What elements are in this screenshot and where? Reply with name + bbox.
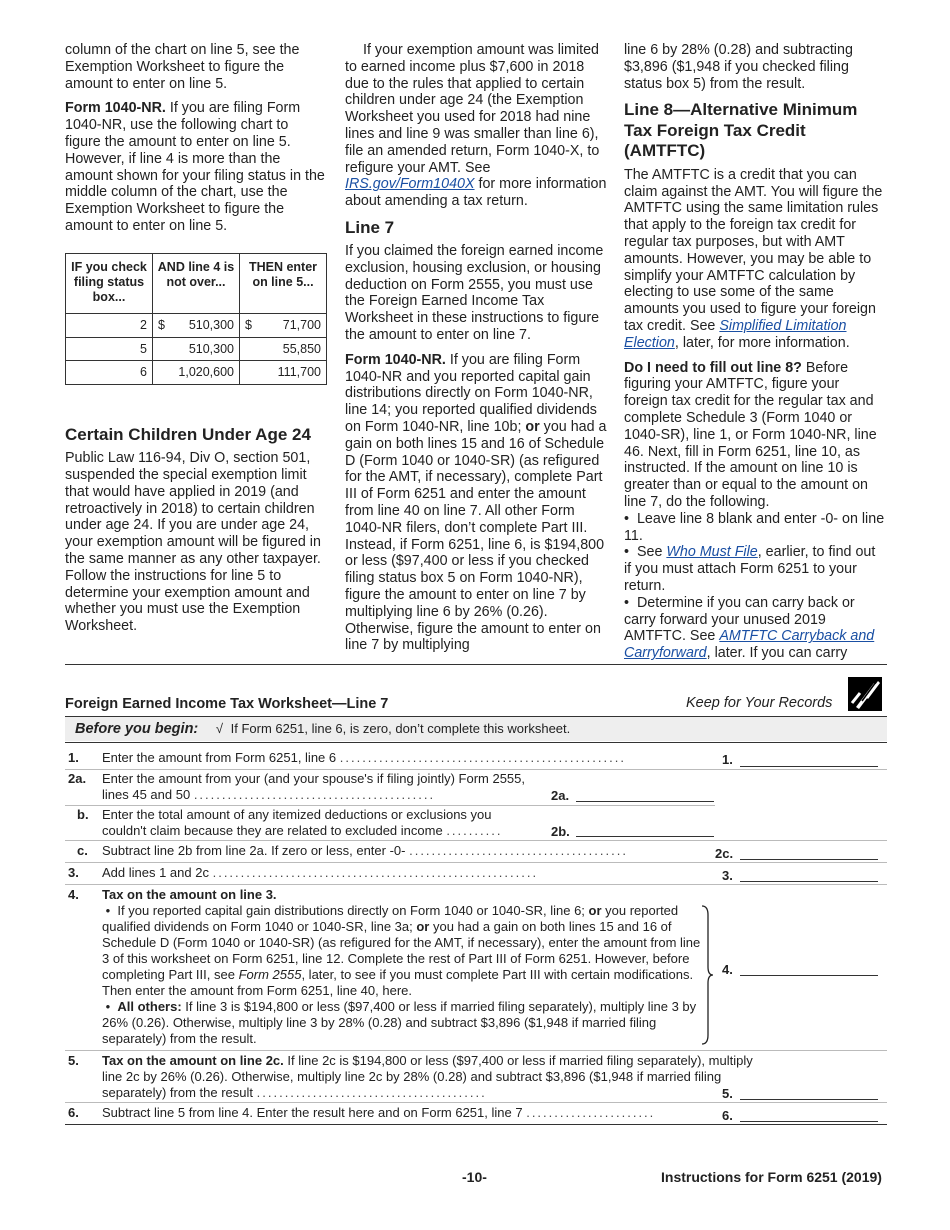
bullet-item: • See Who Must File, earlier, to find out if you must attach Form 6251 to your return. <box>624 544 876 595</box>
col3-paragraph-fill-line8: Do I need to fill out line 8? Before figuring your AMTFTC, figure your foreign tax credit for the regular tax and complete Schedule 3 (Form 1040 or 1040-SR), line 1, or Form 1040-NR, line 46. Next, fill in Form 6251, line 10, as instructed. If the amount on line 10 is greater than or equal to the amount on line 7, do the following. <box>624 359 877 511</box>
bullet-item: • Determine if you can carry back or carry forward your unused 2019 AMTFTC. See AMTFTC Carryback and Carryforward, later. If you can carry <box>624 594 875 662</box>
line-2a-label: 2a. <box>551 788 570 803</box>
line-3-label: 3. <box>722 868 733 883</box>
line-5-label: 5. <box>722 1086 733 1101</box>
keep-for-records: Keep for Your Records <box>686 695 833 711</box>
chart-cell-enter: 111,700 <box>240 361 327 385</box>
before-you-begin-bar <box>65 717 887 741</box>
col3-paragraph-amtftc: The AMTFTC is a credit that you can claim against the AMT. You will figure the AMTFTC using the same limitation rules that apply to the foreign tax credit for regular tax purposes, but with AMT amounts. However, you may be able to simplify your AMTFTC calculation by electing to use some of the same amounts you used to figure your foreign tax credit. See Simplified Limitation Election, later, for more information. <box>624 166 883 351</box>
pencil-paper-icon <box>848 677 882 711</box>
col2-paragraph-line7: If you claimed the foreign earned income exclusion, housing exclusion, or housing deduction on Form 2555, you must use the Foreign Earned Income Tax Worksheet in these instructions to figure the amount to enter on line 7. <box>345 242 604 343</box>
column-2 <box>345 42 607 662</box>
line-2c-label: 2c. <box>715 846 734 861</box>
brace-icon <box>700 905 714 1045</box>
column-3 <box>624 42 886 662</box>
chart-row <box>66 337 327 361</box>
chart-row <box>66 313 327 337</box>
heading-line-7: Line 7 <box>345 217 395 237</box>
chart-cell-box: 5 <box>66 337 153 361</box>
chart-cell-enter: 55,850 <box>240 337 327 361</box>
line-3-entry[interactable] <box>740 881 878 882</box>
worksheet-line-2b: b. Enter the total amount of any itemized deductions or exclusions you couldn't claim because they are related to excluded income .......... <box>77 807 503 838</box>
col1-1040nr-text: If you are filing Form 1040-NR, use the following chart to figure the amount to enter on line 5. However, if line 4 is more than the amount shown for your filing status in the middle column of the chart, use the Exemption Worksheet to figure the amount to enter on line 5. <box>65 100 325 234</box>
line-4-entry[interactable] <box>740 975 878 976</box>
chart-cell-box: 2 <box>66 313 153 337</box>
worksheet-rule <box>65 742 887 743</box>
column-1 <box>65 42 327 643</box>
worksheet-line-1: 1. Enter the amount from Form 6251, line 6 ................................................... <box>68 750 626 765</box>
heading-certain-children: Certain Children Under Age 24 <box>65 425 311 445</box>
chart-header-line4: AND line 4 is not over... <box>153 253 240 313</box>
line-6-entry[interactable] <box>740 1121 878 1122</box>
filing-status-chart <box>65 253 327 385</box>
before-you-begin-text: If Form 6251, line 6, is zero, don’t complete this worksheet. <box>230 721 571 736</box>
line-5-entry[interactable] <box>740 1099 878 1100</box>
col1-paragraph-1040nr <box>65 100 327 234</box>
col1-1040nr-lead: Form 1040-NR. <box>65 100 166 117</box>
worksheet-line-6: 6. Subtract line 5 from line 4. Enter the result here and on Form 6251, line 7 ....................... <box>68 1105 656 1120</box>
link-simplified-limitation-election[interactable]: Simplified Limitation Election <box>624 318 847 351</box>
line-1-entry[interactable] <box>740 766 878 767</box>
chart-cell-enter: $ 71,700 <box>240 313 327 337</box>
chart-header-enter: THEN enter on line 5... <box>240 253 327 313</box>
col1-paragraph-1: column of the chart on line 5, see the Exemption Worksheet to figure the amount to enter on line 5. <box>65 42 300 92</box>
link-amtftc-carryback[interactable]: AMTFTC Carryback and Carryforward <box>624 628 875 662</box>
chart-header-status: IF you check filing status box... <box>66 253 153 313</box>
page-number: -10- <box>462 1169 487 1185</box>
chart-cell-over: 510,300 <box>153 337 240 361</box>
before-you-begin-label: Before you begin: <box>75 721 199 737</box>
worksheet-line-5: 5. Tax on the amount on line 2c. If line 2c is $194,800 or less ($97,400 or less if married filing separately), multiply line 2c by 26% (0.26). Otherwise, multiply line 2c by 28% (0.28) and subtract $3,896 ($1,948 if married filing separately) from the result ......................................... <box>68 1053 753 1100</box>
link-irs-form1040x[interactable]: IRS.gov/Form1040X <box>345 176 475 193</box>
line-4-label: 4. <box>722 962 733 977</box>
line-2c-entry[interactable] <box>740 859 878 860</box>
chart-cell-over: 1,020,600 <box>153 361 240 385</box>
col1-paragraph-children: Public Law 116-94, Div O, section 501, suspended the special exemption limit that would have applied in 2019 (and retroactively in 2018) to certain children under age 24. If you are under age 24, your exemption amount will be figured in the same manner as any other taxpayer. Follow the instructions for line 5 to determine your exemption amount and whether you must use the Exemption Worksheet. <box>65 450 321 635</box>
heading-line-8: Line 8—Alternative Minimum Tax Foreign Tax Credit (AMTFTC) <box>624 100 858 161</box>
line-1-label: 1. <box>722 752 733 767</box>
bullet-item: • Leave line 8 blank and enter -0- on line 11. <box>624 510 885 544</box>
chart-cell-box: 6 <box>66 361 153 385</box>
chart-row <box>66 361 327 385</box>
section-divider <box>65 664 887 665</box>
footer-title: Instructions for Form 6251 (2019) <box>661 1169 882 1185</box>
line-2a-entry[interactable] <box>576 801 714 802</box>
worksheet-line-4: 4. Tax on the amount on line 3. • If you reported capital gain distributions directly on Form 1040 or 1040-SR, line 6; or you reported qualified dividends on Form 1040 or 1040-SR, line 3a; or you had a gain on both lines 15 and 16 of Schedule D (Form 1040 or 1040-SR) (as refigured for the AMT, if necessary), enter the amount from line 3 of this worksheet on Form 6251, line 12. Complete the rest of Part III of Form 6251. However, before completing Part III, see Form 2555, later, to see if you must complete Part III with certain modifications. Then enter the amount from Form 6251, line 40, here. • All others: If line 3 is $194,800 or less ($97,400 or less if married filing separately), multiply line 3 by 26% (0.26). Otherwise, multiply line 3 by 28% (0.28) and subtract $3,896 ($1,948 if married filing separately) from the result. <box>68 887 701 1046</box>
worksheet-line-3: 3. Add lines 1 and 2c .......................................................... <box>68 865 539 880</box>
worksheet-line-2a: 2a. Enter the amount from your (and your spouse's if filing jointly) Form 2555, lines 45 and 50 ........................................... <box>68 771 526 802</box>
checkmark-icon: √ <box>215 721 224 736</box>
link-who-must-file[interactable]: Who Must File <box>666 544 758 561</box>
line-6-label: 6. <box>722 1108 733 1123</box>
line-2b-entry[interactable] <box>576 836 714 837</box>
col2-paragraph-exemption: If your exemption amount was limited to earned income plus $7,600 in 2018 due to the rules that applied to certain children under age 24 (the Exemption Worksheet you used for 2018 had nine lines and line 9 was smaller than line 6), file an amended return, Form 1040-X, to refigure your AMT. See IRS.gov/Form1040X for more information about amending a tax return. <box>345 42 607 210</box>
col2-paragraph-1040nr: Form 1040-NR. If you are filing Form 1040-NR and you reported capital gain distributions directly on Form 1040-NR, line 14; you reported qualified dividends on Form 1040-NR, line 10b; or you had a gain on both lines 15 and 16 of Schedule D (Form 1040 or 1040-SR) (as refigured for the AMT, if necessary), complete Part III of Form 6251 and enter the amount from line 40 on line 7. All other Form 1040-NR filers, don’t complete Part III. Instead, if Form 6251, line 6, is $194,800 or less ($97,400 or less if you checked filing status box 5 on Form 1040-NR), figure the amount to enter on line 7 by multiplying line 6 by 26% (0.26). Otherwise, figure the amount to enter on line 7 by multiplying <box>345 351 607 654</box>
col3-paragraph-1: line 6 by 28% (0.28) and subtracting $3,896 ($1,948 if you checked filing status box 5) from the result. <box>624 42 853 92</box>
chart-cell-over: $ 510,300 <box>153 313 240 337</box>
worksheet-line-2c: c. Subtract line 2b from line 2a. If zero or less, enter -0- ....................................... <box>77 843 628 858</box>
line-2b-label: 2b. <box>551 824 570 839</box>
worksheet-title: Foreign Earned Income Tax Worksheet—Line 7 <box>65 696 389 712</box>
